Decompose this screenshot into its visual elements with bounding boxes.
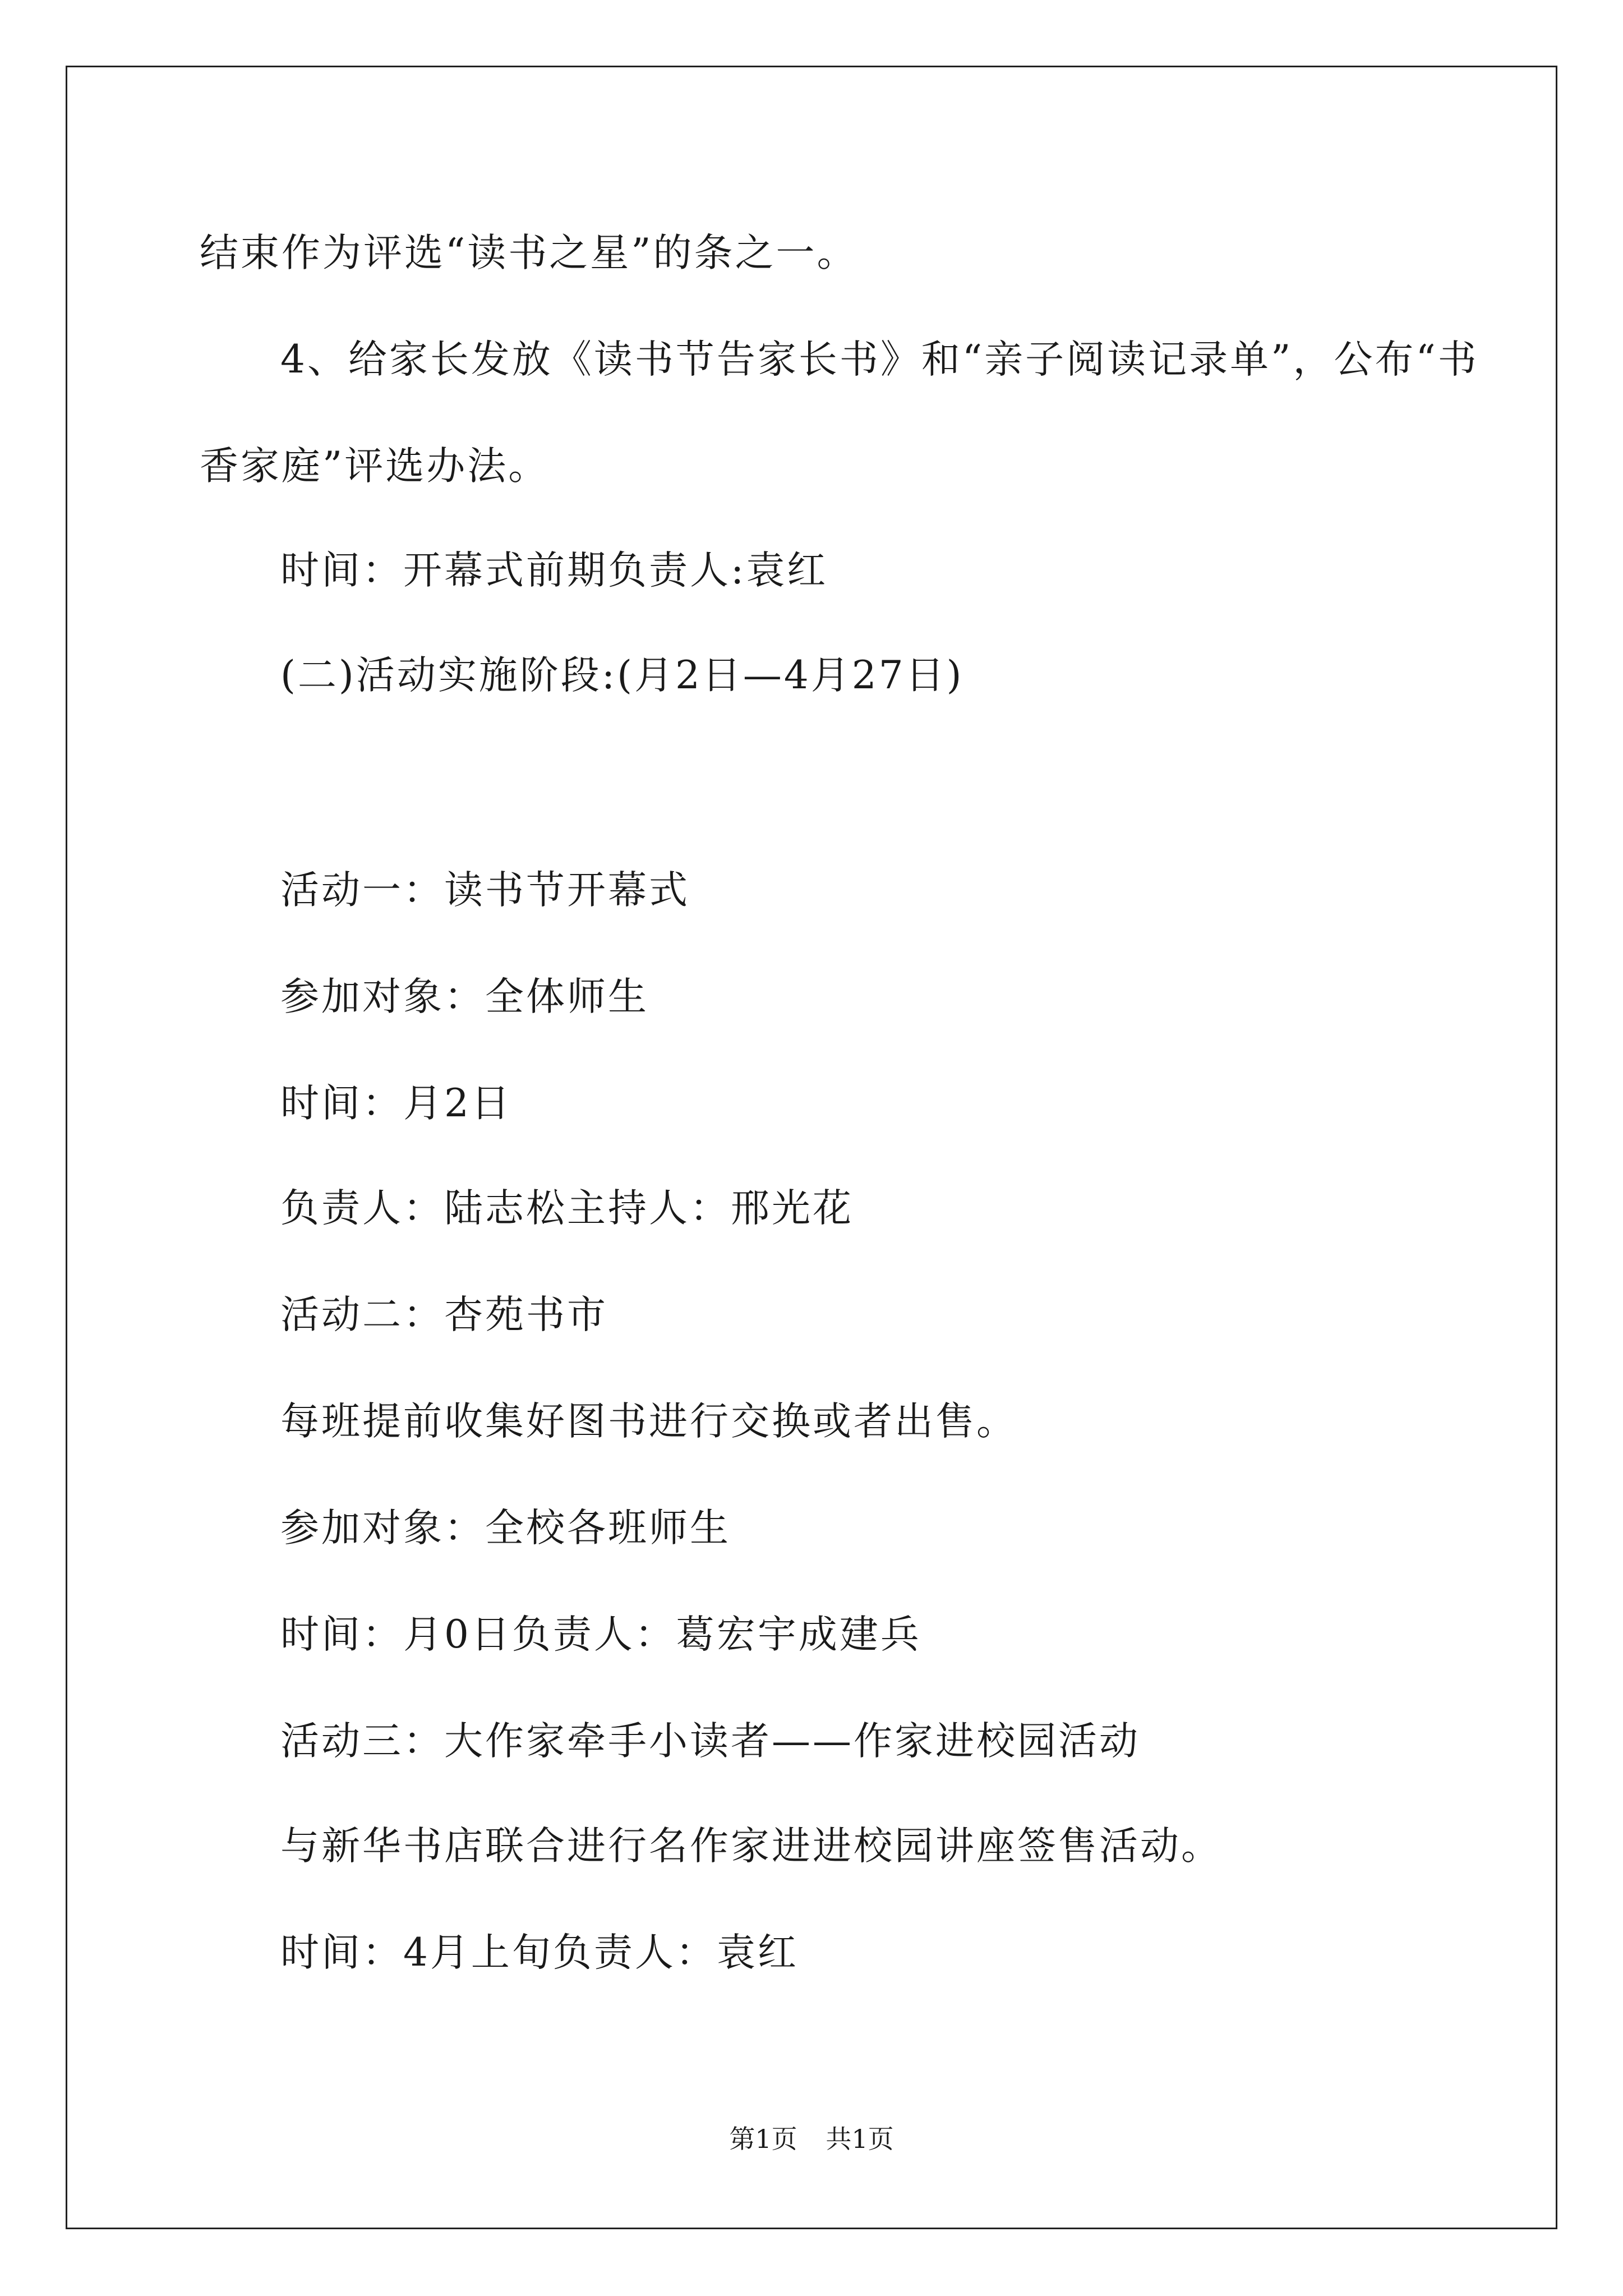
page-footer bbox=[0, 2126, 1623, 2152]
text-line: 4、给家长发放《读书节告家长书》和“亲子阅读记录单”，公布“书 bbox=[280, 337, 1479, 382]
text-line: 参加对象：全体师生 bbox=[280, 974, 649, 1019]
section-heading: (二)活动实施阶段:(月2日—4月27日) bbox=[280, 653, 964, 698]
text-line: 每班提前收集好图书进行交换或者出售。 bbox=[280, 1399, 1017, 1444]
page-total: 共1页 bbox=[826, 2124, 894, 2154]
activity-heading: 活动一：读书节开幕式 bbox=[280, 868, 690, 913]
text-line: 香家庭”评选办法。 bbox=[200, 444, 550, 489]
text-line: 时间：月0日负责人：葛宏宇成建兵 bbox=[280, 1612, 921, 1657]
activity-heading: 活动二：杏苑书市 bbox=[280, 1292, 608, 1337]
text-line: 时间：月2日 bbox=[280, 1081, 512, 1126]
text-line: 时间：4月上旬负责人：袁红 bbox=[280, 1930, 799, 1975]
text-line: 结束作为评选“读书之星”的条之一。 bbox=[200, 231, 858, 275]
text-line: 负责人：陆志松主持人：邢光花 bbox=[280, 1186, 854, 1231]
page-border bbox=[66, 66, 1557, 2229]
page-number: 第1页 bbox=[729, 2124, 797, 2154]
text-line: 时间：开幕式前期负责人:袁红 bbox=[280, 548, 828, 593]
text-line: 与新华书店联合进行名作家进进校园讲座签售活动。 bbox=[280, 1824, 1222, 1869]
text-line: 参加对象：全校各班师生 bbox=[280, 1506, 731, 1550]
activity-heading: 活动三：大作家牵手小读者——作家进校园活动 bbox=[280, 1719, 1140, 1764]
